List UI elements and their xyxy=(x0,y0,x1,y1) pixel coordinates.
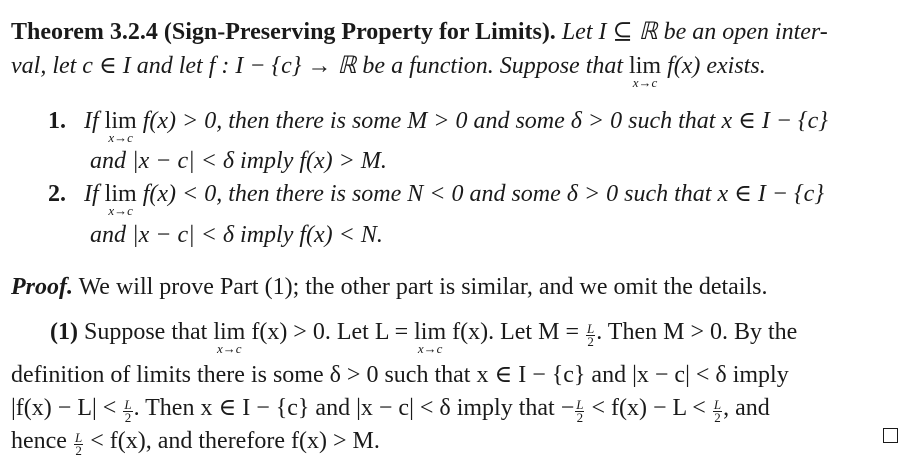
theorem-item-1-line-1 xyxy=(48,106,828,145)
proof-text: definition of limits there is some δ > 0 such that x ∈ I − {c} and |x − c| < δ imply xyxy=(11,362,789,388)
limit-subscript: x→c xyxy=(632,75,658,90)
proof-line-3 xyxy=(11,360,789,390)
fraction-l-over-2: $\frac{L}{2}$ xyxy=(74,430,83,458)
limit-operator: lim x→c xyxy=(104,181,137,218)
item-text: and |x − c| < δ imply f(x) < N. xyxy=(90,222,383,248)
proof-line-1 xyxy=(11,272,768,302)
proof-text: f(x) > 0. Let L = xyxy=(251,319,409,345)
theorem-text-2: val, let c ∈ I and let f : I − {c} → ℝ be a function. Suppose that xyxy=(11,53,624,79)
limit-operator: lim x→c xyxy=(414,319,447,356)
item-number: 1. xyxy=(48,108,66,134)
proof-text: . Then M > 0. By the xyxy=(596,319,798,345)
theorem-text-2-tail: f(x) exists. xyxy=(667,53,766,79)
theorem-label: Theorem 3.2.4 xyxy=(11,19,158,45)
theorem-text-1: Let I ⊆ ℝ be an open inter- xyxy=(561,19,828,45)
limit-subscript: x→c xyxy=(108,203,133,218)
limit-operator: lim x→c xyxy=(213,319,246,356)
limit-operator: lim x→c xyxy=(629,53,662,90)
theorem-item-2-line-1 xyxy=(48,179,824,218)
proof-text: We will prove Part (1); the other part is similar, and we omit the details. xyxy=(78,274,768,300)
proof-text: f(x). Let M = xyxy=(452,319,579,345)
theorem-item-1-line-2 xyxy=(90,146,387,176)
proof-text: < f(x), and therefore f(x) > M. xyxy=(90,428,380,454)
item-if: If xyxy=(84,181,99,207)
fraction-l-over-2: $\frac{L}{2}$ xyxy=(586,321,595,349)
item-text: and |x − c| < δ imply f(x) > M. xyxy=(90,148,387,174)
limit-subscript: x→c xyxy=(108,130,133,145)
qed-square-icon xyxy=(883,428,898,443)
proof-text: < f(x) − L < xyxy=(591,395,706,421)
proof-text: hence xyxy=(11,428,67,454)
theorem-item-2-line-2 xyxy=(90,220,383,250)
item-number: 2. xyxy=(48,181,66,207)
proof-text: |f(x) − L| < xyxy=(11,395,117,421)
proof-text: Suppose that xyxy=(83,319,208,345)
theorem-line-2 xyxy=(11,51,766,90)
item-text: f(x) > 0, then there is some M > 0 and some δ > 0 such that x ∈ I − {c} xyxy=(142,108,828,134)
proof-line-2 xyxy=(50,317,798,356)
theorem-title: (Sign-Preserving Property for Limits). xyxy=(163,19,556,45)
limit-operator: lim x→c xyxy=(104,108,137,145)
proof-text: . Then x ∈ I − {c} and |x − c| < δ imply that − xyxy=(133,395,575,421)
fraction-l-over-2: $\frac{L}{2}$ xyxy=(576,397,584,425)
proof-part-label: (1) xyxy=(50,319,78,345)
limit-subscript: x→c xyxy=(217,341,242,356)
item-text: f(x) < 0, then there is some N < 0 and some δ > 0 such that x ∈ I − {c} xyxy=(142,181,824,207)
proof-label: Proof. xyxy=(11,274,73,300)
proof-text: , and xyxy=(723,395,770,421)
fraction-l-over-2: $\frac{L}{2}$ xyxy=(124,397,132,425)
item-if: If xyxy=(84,108,99,134)
theorem-line-1 xyxy=(11,17,828,47)
fraction-l-over-2: $\frac{L}{2}$ xyxy=(713,397,722,425)
proof-line-5 xyxy=(11,426,380,457)
proof-line-4 xyxy=(11,393,770,424)
limit-subscript: x→c xyxy=(417,341,443,356)
